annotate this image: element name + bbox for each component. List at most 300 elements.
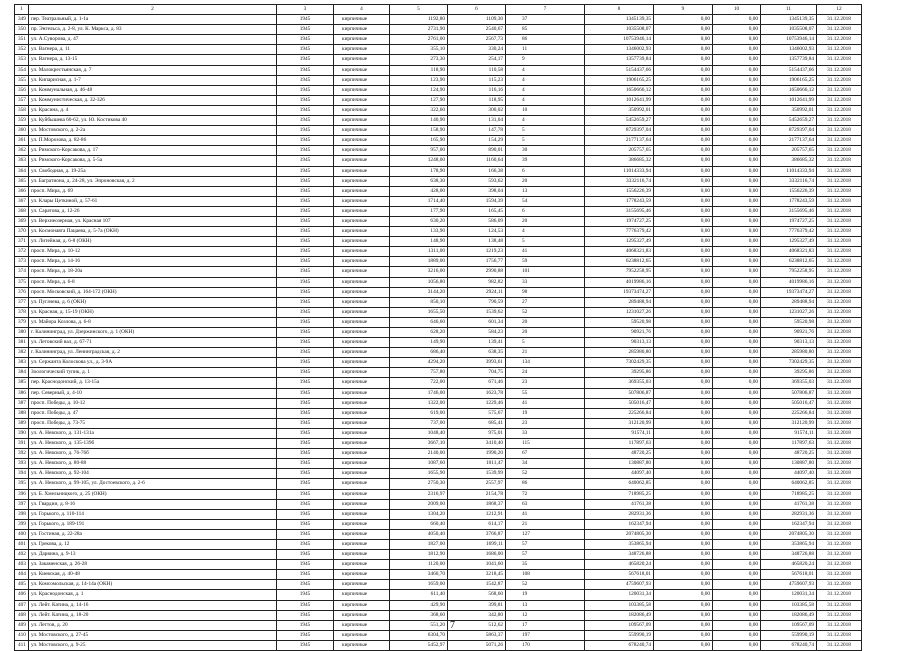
table-cell: кирпичные — [334, 116, 390, 126]
table-cell: 0,00 — [713, 439, 761, 449]
table-row — [15, 75, 862, 85]
header-cell: 3 — [277, 5, 334, 15]
table-cell: ул. Коммунальная, д. 46-48 — [29, 85, 277, 95]
table-cell: 685,41 — [448, 418, 506, 428]
table-cell: 342,80 — [448, 610, 506, 620]
table-cell: просп. Победы, д. 10-12 — [29, 398, 277, 408]
table-cell: пр. Энгельса, д. 2-8, ул. К. Маркса, д. 83 — [29, 25, 277, 35]
table-cell: 31.12.2018 — [817, 317, 862, 327]
table-cell: ул. А. Невского, д. 92-104 — [29, 469, 277, 479]
table-cell: 4019986,16 — [585, 277, 654, 287]
table-cell: кирпичные — [334, 338, 390, 348]
table-cell: кирпичные — [334, 519, 390, 529]
table-cell: 31.12.2018 — [817, 287, 862, 297]
table-row — [15, 358, 862, 368]
table-cell: ул. Литейная, д. 6-8 (ОКН) — [29, 237, 277, 247]
table-cell: 300,02 — [448, 105, 506, 115]
table-cell: 31.12.2018 — [817, 95, 862, 105]
table-cell: 31.12.2018 — [817, 408, 862, 418]
table-cell: просп. Московский, д. 164-172 (ОКН) — [29, 287, 277, 297]
table-cell: 410 — [15, 630, 29, 640]
table-cell: 2009,00 — [390, 499, 448, 509]
table-cell: 0,00 — [713, 378, 761, 388]
table-cell: 0,00 — [654, 640, 713, 650]
table-cell: 0,00 — [654, 257, 713, 267]
table-cell: 1345139,35 — [585, 15, 654, 25]
table-cell: 0,00 — [713, 297, 761, 307]
table-cell: 4050,40 — [390, 529, 448, 539]
table-cell: 1945 — [277, 328, 334, 338]
table-cell: 1945 — [277, 15, 334, 25]
table-cell: 1945 — [277, 257, 334, 267]
table-cell: 507806,87 — [761, 388, 817, 398]
table-cell: 5452659,27 — [761, 116, 817, 126]
table-cell: 1945 — [277, 550, 334, 560]
table-cell: 1945 — [277, 620, 334, 630]
table-cell: кирпичные — [334, 600, 390, 610]
table-cell: 31.12.2018 — [817, 610, 862, 620]
table-cell: 0,00 — [654, 519, 713, 529]
table-cell: ул. Леттов, д. 20 — [29, 620, 277, 630]
table-cell: 601,34 — [448, 317, 506, 327]
table-cell: 1945 — [277, 630, 334, 640]
table-cell: 385 — [15, 378, 29, 388]
table-cell: 0,00 — [654, 570, 713, 580]
table-cell: 3218,45 — [448, 570, 506, 580]
table-cell: 0,00 — [713, 146, 761, 156]
table-cell: 2924,11 — [448, 287, 506, 297]
table-cell: 4 — [506, 116, 585, 126]
table-cell: ул. Горького, д. 189-191 — [29, 519, 277, 529]
table-cell: 20 — [506, 317, 585, 327]
table-cell: 4 — [506, 75, 585, 85]
table-cell: 0,00 — [654, 45, 713, 55]
table-cell: 1945 — [277, 499, 334, 509]
page-number: 7 — [450, 620, 455, 631]
table-cell: 660,40 — [390, 519, 448, 529]
table-cell: ул. Гвардии, д. 8-16 — [29, 499, 277, 509]
table-cell: 31.12.2018 — [817, 116, 862, 126]
table-cell: 1945 — [277, 206, 334, 216]
table-cell: 254,17 — [448, 55, 506, 65]
table-cell: 350992,01 — [761, 105, 817, 115]
table-cell: 7302429,35 — [585, 358, 654, 368]
table-cell: ул. Б. Хмельницкого, д. 25 (ОКН) — [29, 489, 277, 499]
table-cell: кирпичные — [334, 479, 390, 489]
table-cell: 31.12.2018 — [817, 529, 862, 539]
table-cell: 1746,00 — [390, 388, 448, 398]
table-row — [15, 267, 862, 277]
table-cell: кирпичные — [334, 560, 390, 570]
table-cell: 1906165,25 — [761, 75, 817, 85]
table-cell: 0,00 — [713, 620, 761, 630]
table-cell: 85 — [506, 25, 585, 35]
table-cell: 1295327,49 — [585, 237, 654, 247]
table-cell: 5 — [506, 136, 585, 146]
table-cell: 593,62 — [448, 176, 506, 186]
table-cell: 31.12.2018 — [817, 459, 862, 469]
table-cell: 398 — [15, 509, 29, 519]
table-row — [15, 449, 862, 459]
table-row — [15, 55, 862, 65]
table-cell: 355 — [15, 75, 29, 85]
table-cell: 365 — [15, 176, 29, 186]
table-cell: 115,23 — [448, 75, 506, 85]
table-cell: 391 — [15, 439, 29, 449]
table-cell: 0,00 — [713, 317, 761, 327]
table-cell: 353865,94 — [585, 539, 654, 549]
table-cell: 41761,38 — [585, 499, 654, 509]
table-cell: кирпичные — [334, 25, 390, 35]
table-cell: 1623,78 — [448, 388, 506, 398]
table-cell: 31.12.2018 — [817, 297, 862, 307]
table-cell: 109567,09 — [761, 620, 817, 630]
table-cell: 352 — [15, 45, 29, 55]
table-row — [15, 186, 862, 196]
table-cell: 348726,88 — [761, 550, 817, 560]
table-cell: кирпичные — [334, 257, 390, 267]
table-cell: ул. А. Невского, д. 76-76б — [29, 449, 277, 459]
header-row — [15, 5, 862, 15]
table-cell: 31.12.2018 — [817, 237, 862, 247]
table-row — [15, 65, 862, 75]
table-cell: 0,00 — [713, 418, 761, 428]
table-cell: 39295,86 — [585, 368, 654, 378]
table-cell: 0,00 — [654, 55, 713, 65]
table-row — [15, 317, 862, 327]
table-cell: 7952258,95 — [761, 267, 817, 277]
table-body — [15, 15, 862, 651]
table-cell: 505016,47 — [585, 398, 654, 408]
table-cell: 3667,10 — [390, 439, 448, 449]
table-cell: 1945 — [277, 75, 334, 85]
table-cell: 5154437,66 — [585, 65, 654, 75]
table-cell: 23 — [506, 418, 585, 428]
table-cell: 395 — [15, 479, 29, 489]
table-cell: 1035508,07 — [761, 25, 817, 35]
table-cell: 31.12.2018 — [817, 388, 862, 398]
table-cell: 0,00 — [713, 55, 761, 65]
table-cell: 704,75 — [448, 368, 506, 378]
table-cell: 31.12.2018 — [817, 630, 862, 640]
table-cell: 127 — [506, 529, 585, 539]
table-cell: ул. Гостиная, д. 22-28а — [29, 529, 277, 539]
table-cell: ул. Киевская, д. 40-48 — [29, 570, 277, 580]
table-row — [15, 15, 862, 25]
table-cell: 402 — [15, 550, 29, 560]
table-cell: 1087,60 — [390, 459, 448, 469]
table-cell: 31.12.2018 — [817, 156, 862, 166]
table-cell: 63 — [506, 499, 585, 509]
table-cell: 0,00 — [713, 479, 761, 489]
table-cell: 322,60 — [390, 105, 448, 115]
table-cell: 568,60 — [448, 590, 506, 600]
table-cell: 11014333,94 — [585, 166, 654, 176]
table-cell: кирпичные — [334, 630, 390, 640]
table-cell: 6238812,65 — [585, 257, 654, 267]
table-cell: 1945 — [277, 590, 334, 600]
table-cell: пер. Северный, д. 4-10 — [29, 388, 277, 398]
table-cell: 1945 — [277, 469, 334, 479]
table-cell: кирпичные — [334, 469, 390, 479]
table-cell: 1990,20 — [448, 449, 506, 459]
table-cell: ул. Свободная, д. 19-25а — [29, 166, 277, 176]
table-cell: 24 — [506, 368, 585, 378]
table-cell: 0,00 — [654, 509, 713, 519]
table-cell: 0,00 — [654, 186, 713, 196]
table-cell: 0,00 — [654, 237, 713, 247]
table-cell: 289488,94 — [761, 297, 817, 307]
table-cell: 11014333,94 — [761, 166, 817, 176]
table-cell: 1346002,93 — [761, 45, 817, 55]
table-cell: 1945 — [277, 227, 334, 237]
table-cell: 0,00 — [654, 35, 713, 45]
table-row — [15, 156, 862, 166]
table-cell: 59520,98 — [585, 317, 654, 327]
table-cell: 20 — [506, 176, 585, 186]
table-cell: 123,90 — [390, 75, 448, 85]
table-cell: кирпичные — [334, 267, 390, 277]
table-cell: кирпичные — [334, 45, 390, 55]
table-cell: 59 — [506, 257, 585, 267]
table-cell: 162347,94 — [585, 519, 654, 529]
table-cell: 0,00 — [654, 328, 713, 338]
table-cell: 957,00 — [390, 146, 448, 156]
table-cell: 91574,11 — [761, 428, 817, 438]
table-cell: 1357739,84 — [761, 55, 817, 65]
table-cell: 31.12.2018 — [817, 126, 862, 136]
table-cell: кирпичные — [334, 368, 390, 378]
table-cell: 205757,65 — [585, 146, 654, 156]
table-cell: 737,00 — [390, 418, 448, 428]
table-cell: ул. Вагнера, д. 11 — [29, 45, 277, 55]
table-cell: 103385,58 — [761, 600, 817, 610]
table-cell: 31.12.2018 — [817, 338, 862, 348]
table-cell: 1945 — [277, 166, 334, 176]
table-cell: 0,00 — [654, 388, 713, 398]
table-cell: кирпичные — [334, 277, 390, 287]
table-cell: 31.12.2018 — [817, 519, 862, 529]
table-cell: 1945 — [277, 35, 334, 45]
table-cell: ул. П.Морозова, д. 82-86 — [29, 136, 277, 146]
table-cell: 0,00 — [713, 459, 761, 469]
table-cell: 348726,88 — [585, 550, 654, 560]
table-cell: 0,00 — [713, 398, 761, 408]
table-cell: 1778243,59 — [761, 196, 817, 206]
table-cell: 628,20 — [390, 328, 448, 338]
table-cell: 11 — [506, 45, 585, 55]
table-cell: 1192,80 — [390, 15, 448, 25]
table-cell: 374 — [15, 267, 29, 277]
table-cell: 369355,03 — [761, 378, 817, 388]
table-row — [15, 398, 862, 408]
table-cell: 118,95 — [448, 95, 506, 105]
table-cell: 1945 — [277, 388, 334, 398]
table-cell: 1311,00 — [390, 247, 448, 257]
table-cell: 1945 — [277, 146, 334, 156]
table-cell: 165,45 — [448, 206, 506, 216]
table-cell: 90313,13 — [585, 338, 654, 348]
table-cell: 1945 — [277, 610, 334, 620]
table-cell: 39295,86 — [761, 368, 817, 378]
table-cell: 397 — [15, 499, 29, 509]
table-cell: 1945 — [277, 539, 334, 549]
table-cell: 13 — [506, 600, 585, 610]
table-cell: 386685,32 — [585, 156, 654, 166]
table-cell: 154,29 — [448, 136, 506, 146]
table-cell: 109567,09 — [585, 620, 654, 630]
table-cell: 0,00 — [654, 368, 713, 378]
table-cell: кирпичные — [334, 620, 390, 630]
table-cell: 982,82 — [448, 277, 506, 287]
table-cell: 0,00 — [713, 227, 761, 237]
table-cell: 170 — [506, 640, 585, 650]
table-cell: 19373474,27 — [761, 287, 817, 297]
table-cell: кирпичные — [334, 216, 390, 226]
table-cell: 2731,90 — [390, 25, 448, 35]
table-cell: 0,00 — [654, 560, 713, 570]
table-cell: 282931,36 — [761, 509, 817, 519]
table-cell: 790,59 — [448, 297, 506, 307]
table-cell: ул. А. Невского, д. 99-105, ул. Достоевского, д. 2-6 — [29, 479, 277, 489]
table-cell: 559990,19 — [761, 630, 817, 640]
table-cell: 718985,25 — [761, 489, 817, 499]
table-cell: 31.12.2018 — [817, 186, 862, 196]
table-cell: 0,00 — [713, 166, 761, 176]
table-cell: 41 — [506, 509, 585, 519]
table-cell: 5 — [506, 338, 585, 348]
table-cell: 1945 — [277, 156, 334, 166]
table-cell: пер. Театральный, д. 1-1а — [29, 15, 277, 25]
header-cell: 8 — [585, 5, 654, 15]
table-cell: 1945 — [277, 176, 334, 186]
table-cell: 52 — [506, 307, 585, 317]
table-cell: кирпичные — [334, 640, 390, 650]
table-cell: 0,00 — [654, 75, 713, 85]
table-cell: 0,00 — [654, 378, 713, 388]
table-cell: 640062,85 — [585, 479, 654, 489]
table-cell: 165,90 — [390, 136, 448, 146]
table-cell: кирпичные — [334, 65, 390, 75]
table-cell: ул. Пугачева, д. 6 (ОКН) — [29, 297, 277, 307]
table-row — [15, 509, 862, 519]
table-cell: 0,00 — [654, 267, 713, 277]
table-cell: 1945 — [277, 509, 334, 519]
table-cell: 31.12.2018 — [817, 378, 862, 388]
header-cell: 1 — [15, 5, 29, 15]
table-cell: 4068321,83 — [585, 247, 654, 257]
table-cell: 0,00 — [713, 65, 761, 75]
table-cell: 35 — [506, 560, 585, 570]
table-cell: 1012641,99 — [761, 95, 817, 105]
table-cell: 2140,00 — [390, 449, 448, 459]
table-cell: 1945 — [277, 398, 334, 408]
table-cell: 0,00 — [713, 509, 761, 519]
table-cell: 130887,80 — [585, 459, 654, 469]
table-cell: 5 — [506, 237, 585, 247]
table-cell: 1945 — [277, 186, 334, 196]
table-cell: просп. Победы, д. 73-75 — [29, 418, 277, 428]
table-cell: кирпичные — [334, 439, 390, 449]
table-cell: ул. Краснодонская, д. 1 — [29, 590, 277, 600]
table-row — [15, 328, 862, 338]
table-row — [15, 348, 862, 358]
table-row — [15, 227, 862, 237]
table-cell: 3144,20 — [390, 287, 448, 297]
table-row — [15, 560, 862, 570]
table-cell: ул. Красина, д. 4 — [29, 105, 277, 115]
table-cell: кирпичные — [334, 358, 390, 368]
table-cell: 1945 — [277, 560, 334, 570]
table-cell: 225266,84 — [761, 408, 817, 418]
table-cell: 0,00 — [713, 428, 761, 438]
table-cell: 0,00 — [713, 116, 761, 126]
table-row — [15, 580, 862, 590]
table-cell: 0,00 — [654, 529, 713, 539]
table-row — [15, 519, 862, 529]
table-cell: 575,67 — [448, 408, 506, 418]
table-cell: 351 — [15, 35, 29, 45]
table-cell: 0,00 — [654, 136, 713, 146]
table-cell: 1974727,25 — [761, 216, 817, 226]
table-cell: 350992,01 — [585, 105, 654, 115]
table-cell: 23 — [506, 378, 585, 388]
table-cell: 371 — [15, 237, 29, 247]
table-cell: 1295327,49 — [761, 237, 817, 247]
table-cell: 1714,40 — [390, 196, 448, 206]
table-cell: 362 — [15, 146, 29, 156]
table-cell: 1945 — [277, 338, 334, 348]
table-cell: ул. Клары Цеткиной, д. 57-61 — [29, 196, 277, 206]
table-row — [15, 176, 862, 186]
table-cell: 0,00 — [713, 25, 761, 35]
table-row — [15, 539, 862, 549]
table-row — [15, 297, 862, 307]
table-cell: 1945 — [277, 85, 334, 95]
table-cell: 1539,62 — [448, 307, 506, 317]
table-cell: 386 — [15, 388, 29, 398]
table-cell: 0,00 — [654, 580, 713, 590]
table-row — [15, 95, 862, 105]
table-cell: 37 — [506, 15, 585, 25]
table-cell: 148,90 — [390, 237, 448, 247]
table-cell: 403 — [15, 560, 29, 570]
table-cell: 387 — [15, 398, 29, 408]
table-cell: 0,00 — [654, 65, 713, 75]
table-cell: 3460,70 — [390, 570, 448, 580]
table-cell: 205757,65 — [761, 146, 817, 156]
table-cell: 512,62 — [448, 620, 506, 630]
table-cell: 1542,87 — [448, 580, 506, 590]
table-cell: 31.12.2018 — [817, 449, 862, 459]
table-cell: 52 — [506, 580, 585, 590]
table-cell: кирпичные — [334, 186, 390, 196]
table-cell: 1868,37 — [448, 499, 506, 509]
table-cell: 86 — [506, 479, 585, 489]
table-cell: 103385,58 — [585, 600, 654, 610]
table-row — [15, 590, 862, 600]
table-cell: 355,10 — [390, 45, 448, 55]
table-cell: 611,40 — [390, 590, 448, 600]
table-cell: 139,41 — [448, 338, 506, 348]
table-cell: 373 — [15, 257, 29, 267]
table-cell: 6 — [506, 166, 585, 176]
table-cell: Зоологический тупик, д. 1 — [29, 368, 277, 378]
table-cell: 7952258,95 — [585, 267, 654, 277]
table-cell: 1012641,99 — [585, 95, 654, 105]
table-cell: 57 — [506, 550, 585, 560]
table-cell: 375 — [15, 277, 29, 287]
